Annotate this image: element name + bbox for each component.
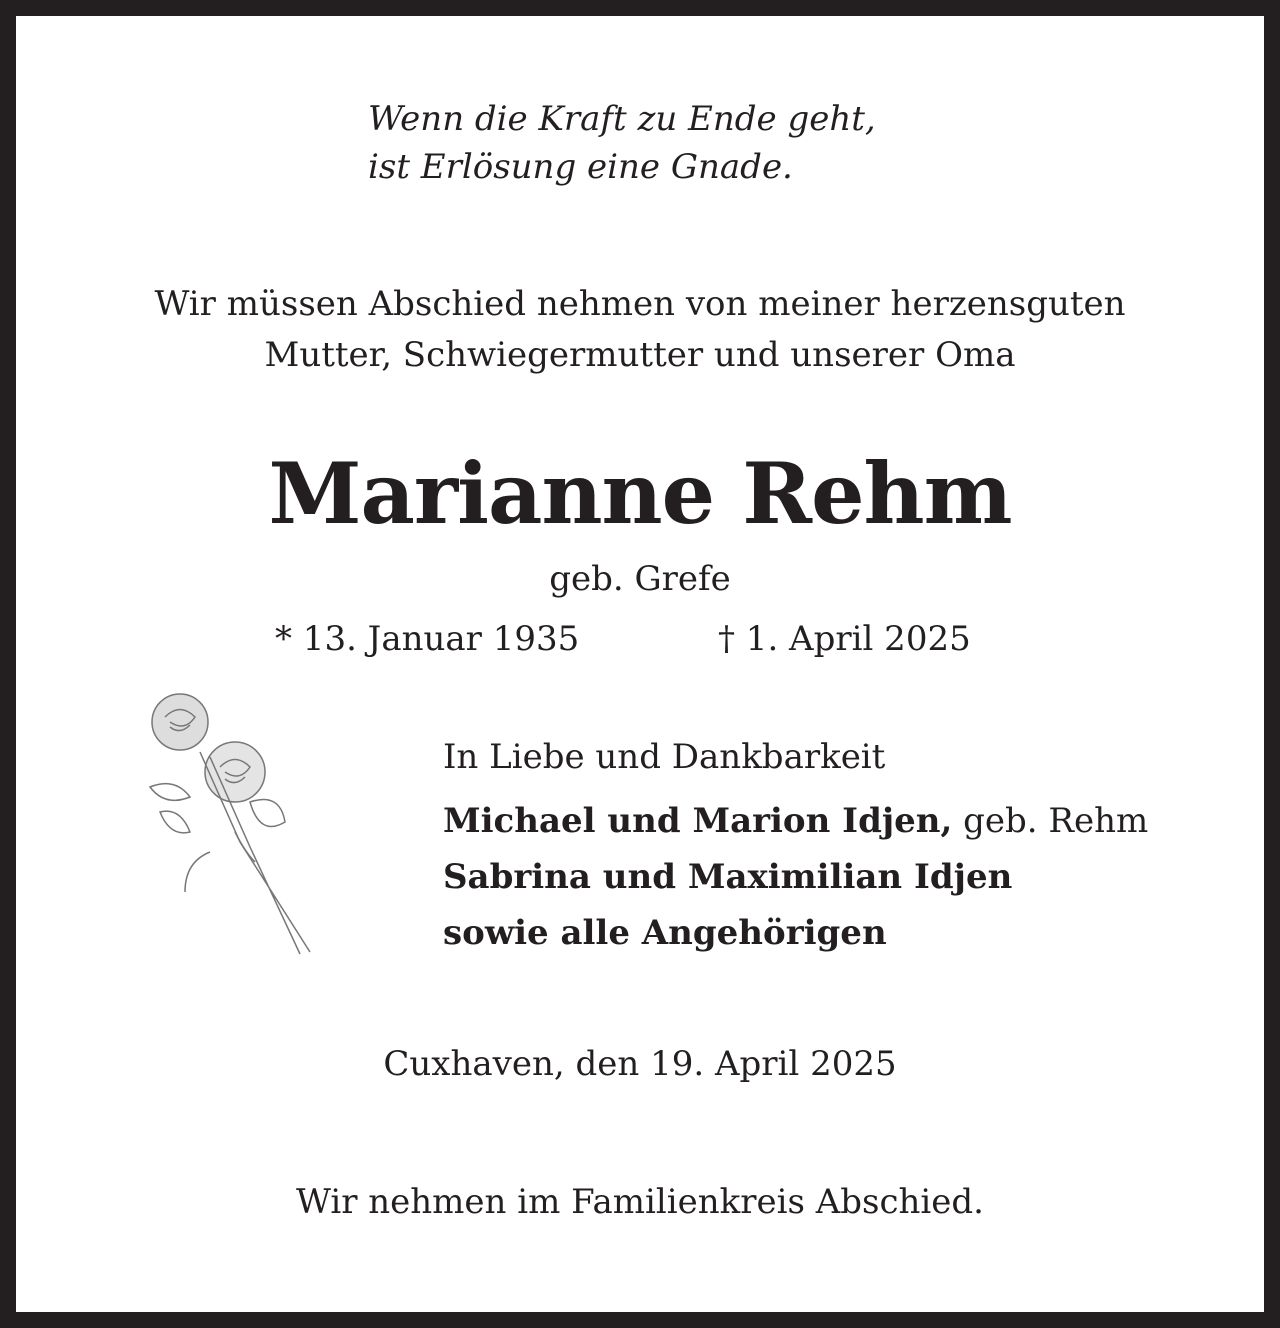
closing-note: Wir nehmen im Familienkreis Abschied. bbox=[295, 1182, 984, 1222]
family-line-3: sowie alle Angehörigen bbox=[443, 913, 887, 953]
birth-name: geb. Grefe bbox=[549, 559, 731, 599]
family-line-1-suffix: geb. Rehm bbox=[952, 801, 1149, 841]
family-heading: In Liebe und Dankbarkeit bbox=[443, 737, 886, 777]
death-date: † 1. April 2025 bbox=[718, 619, 971, 659]
birth-date: * 13. Januar 1935 bbox=[275, 619, 580, 659]
intro-line-1: Wir müssen Abschied nehmen von meiner herzensguten bbox=[154, 284, 1126, 324]
family-line-1 bbox=[443, 801, 1149, 841]
quote-line-2: ist Erlösung eine Gnade. bbox=[368, 147, 793, 187]
place-date: Cuxhaven, den 19. April 2025 bbox=[383, 1044, 897, 1084]
intro-line-2: Mutter, Schwiegermutter und unserer Oma bbox=[264, 335, 1016, 375]
family-line-1-names: Michael und Marion Idjen, bbox=[443, 801, 953, 841]
quote-line-1: Wenn die Kraft zu Ende geht, bbox=[368, 99, 876, 139]
family-line-2: Sabrina und Maximilian Idjen bbox=[443, 857, 1013, 897]
rose-icon bbox=[140, 682, 320, 957]
deceased-name: Marianne Rehm bbox=[268, 444, 1012, 543]
